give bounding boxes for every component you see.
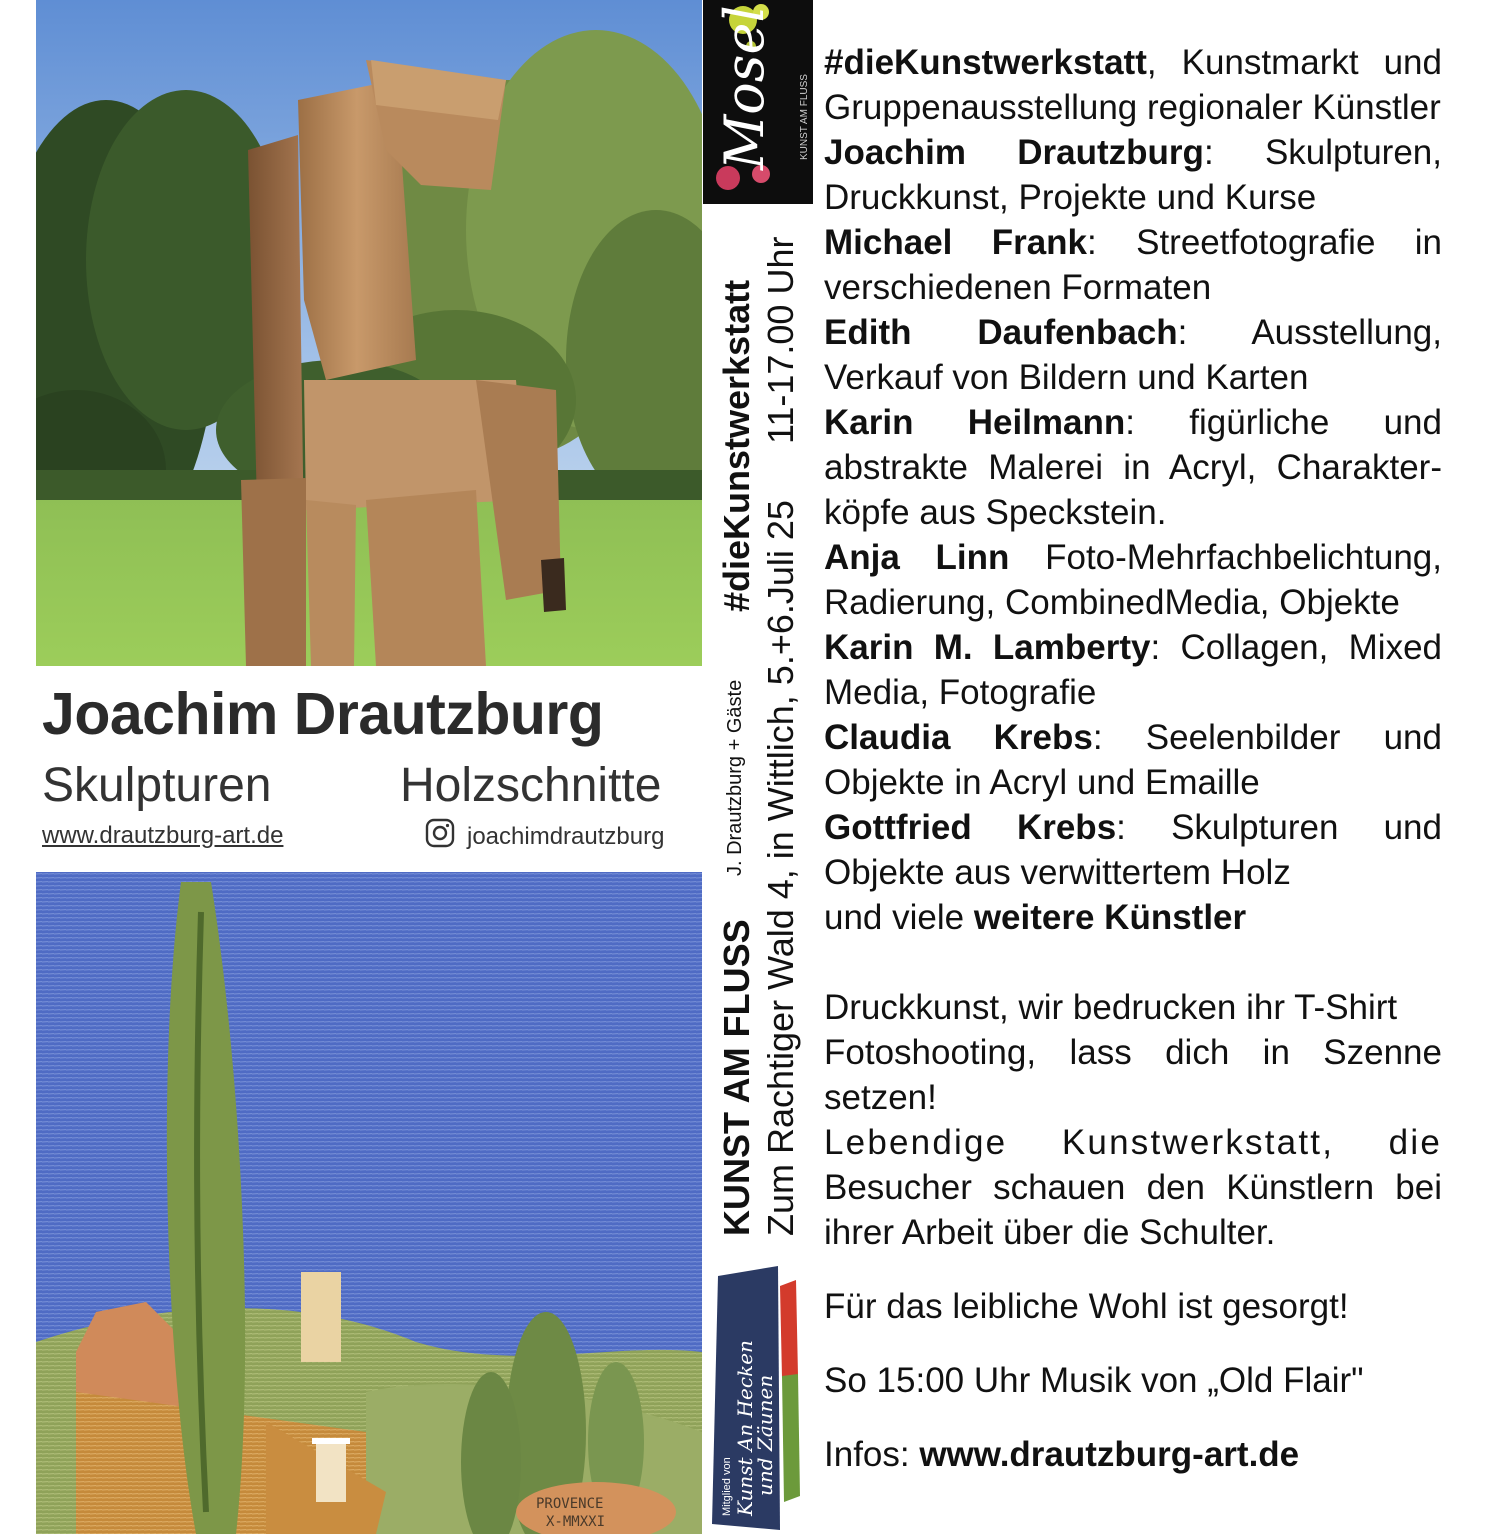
- artist-entry: [824, 715, 1442, 805]
- artist-entry-name: Gottfried Krebs: [824, 808, 1117, 847]
- intro-text: , Kunstmarkt und Gruppenausstellung regionaler Künstler: [824, 43, 1442, 127]
- artist-entry: [824, 400, 1442, 535]
- artist-entry-sep: :: [1087, 223, 1137, 262]
- infos-line: [824, 1432, 1442, 1477]
- svg-text:KUNST AM FLUSS: KUNST AM FLUSS: [799, 74, 810, 160]
- artist-entry-desc: Seelenbilder und Objekte in Acryl und Emaille: [824, 718, 1442, 802]
- artist-entry: [824, 130, 1442, 220]
- more-artists-prefix: und viele: [824, 898, 974, 937]
- artist-entry-sep: :: [1116, 808, 1172, 847]
- banner-time: 11-17.00 Uhr: [760, 236, 801, 444]
- artist-entry: [824, 625, 1442, 715]
- artist-entry-sep: :: [1150, 628, 1181, 667]
- svg-text:X-MMXXI: X-MMXXI: [546, 1514, 606, 1530]
- artist-entry-name: Joachim Drautzburg: [824, 133, 1204, 172]
- artist-entry-sep: [1009, 538, 1045, 577]
- artist-list: [824, 130, 1442, 895]
- artist-entry-name: Claudia Krebs: [824, 718, 1093, 757]
- artist-entry-desc: Skulpturen, Druckkunst, Projekte und Kurse: [824, 133, 1442, 217]
- woodcut-image: [36, 872, 702, 1534]
- artist-entry-desc: Skulpturen und Objekte aus verwittertem Holz: [824, 808, 1442, 892]
- infos-link[interactable]: www.drautzburg-art.de: [919, 1435, 1300, 1474]
- artist-entry-sep: :: [1125, 403, 1190, 442]
- artist-entry-sep: :: [1203, 133, 1265, 172]
- banner-address: Zum Rachtiger Wald 4, in Wittlich, 5.+6.Juli 25: [760, 500, 801, 1236]
- artist-entry-name: Anja Linn: [824, 538, 1010, 577]
- infos-prefix: Infos:: [824, 1435, 920, 1474]
- druck-line: Druckkunst, wir bedrucken ihr T-Shirt: [824, 988, 1398, 1027]
- banner-title: KUNST AM FLUSS: [716, 919, 757, 1236]
- instagram-handle-text: joachimdrautzburg: [467, 822, 665, 850]
- artist-entry: [824, 535, 1442, 625]
- banner-guests: J. Drautzburg + Gäste: [724, 679, 746, 876]
- subtitle-sculptures: Skulpturen: [42, 759, 272, 812]
- music-line: So 15:00 Uhr Musik von „Old Flair": [824, 1361, 1364, 1400]
- foto-line: Fotoshooting, lass dich in Szenne setzen!: [824, 1033, 1442, 1117]
- svg-text:Mitglied von: Mitglied von: [721, 1457, 733, 1516]
- artist-entry-desc: figürliche und abstrakte Malerei in Acryl, Charakter-köpfe aus Speckstein.: [824, 403, 1442, 532]
- instagram-handle[interactable]: [425, 818, 664, 855]
- vertical-banner: [712, 236, 808, 1236]
- more-artists-bold: weitere Künstler: [973, 898, 1247, 937]
- food-line: Für das leibliche Wohl ist gesorgt!: [824, 1287, 1349, 1326]
- artist-entry-name: Karin Heilmann: [824, 403, 1126, 442]
- artist-entry-desc: Ausstellung, Verkauf von Bildern und Karten: [824, 313, 1442, 397]
- kunst-an-hecken-badge: [708, 1266, 812, 1530]
- artist-entry: [824, 220, 1442, 310]
- artist-entry: [824, 310, 1442, 400]
- artist-entry-desc: Collagen, Mixed Media, Fotografie: [824, 628, 1443, 712]
- artist-entry-name: Edith Daufenbach: [824, 313, 1178, 352]
- intro-paragraph: [824, 40, 1442, 130]
- artist-entry-desc: Streetfotografie in verschiedenen Formaten: [824, 223, 1442, 307]
- svg-text:PROVENCE: PROVENCE: [536, 1496, 604, 1512]
- artist-entry-sep: :: [1092, 718, 1146, 757]
- lebendig-line-2: Besucher schauen den Künstlern bei ihrer Arbeit über die Schulter.: [824, 1168, 1442, 1252]
- artist-entry-sep: :: [1177, 313, 1252, 352]
- lebendig-line-1: Lebendige Kunstwerkstatt, die: [824, 1123, 1442, 1162]
- banner-hashtag: #dieKunstwerkstatt: [716, 279, 757, 612]
- mosel-logo: [703, 0, 813, 204]
- instagram-icon: [425, 818, 455, 855]
- artist-entry-name: Karin M. Lamberty: [824, 628, 1151, 667]
- svg-text:Mosel: Mosel: [713, 5, 776, 170]
- sculpture-photo: [36, 0, 702, 666]
- svg-text:und Zäunen: und Zäunen: [753, 1374, 777, 1496]
- more-artists: [824, 895, 1442, 940]
- artist-entry: [824, 805, 1442, 895]
- event-description: [824, 40, 1442, 1477]
- intro-hashtag: #dieKunstwerkstatt: [824, 43, 1147, 82]
- artist-entry-name: Michael Frank: [824, 223, 1088, 262]
- artist-entry-desc: Foto-Mehrfachbelichtung, Radierung, CombinedMedia, Objekte: [824, 538, 1442, 622]
- svg-text:Kunst An Hecken: Kunst An Hecken: [733, 1340, 757, 1516]
- artist-name: Joachim Drautzburg: [42, 681, 604, 747]
- website-link[interactable]: www.drautzburg-art.de: [42, 822, 284, 849]
- subtitle-woodcuts: Holzschnitte: [400, 759, 662, 812]
